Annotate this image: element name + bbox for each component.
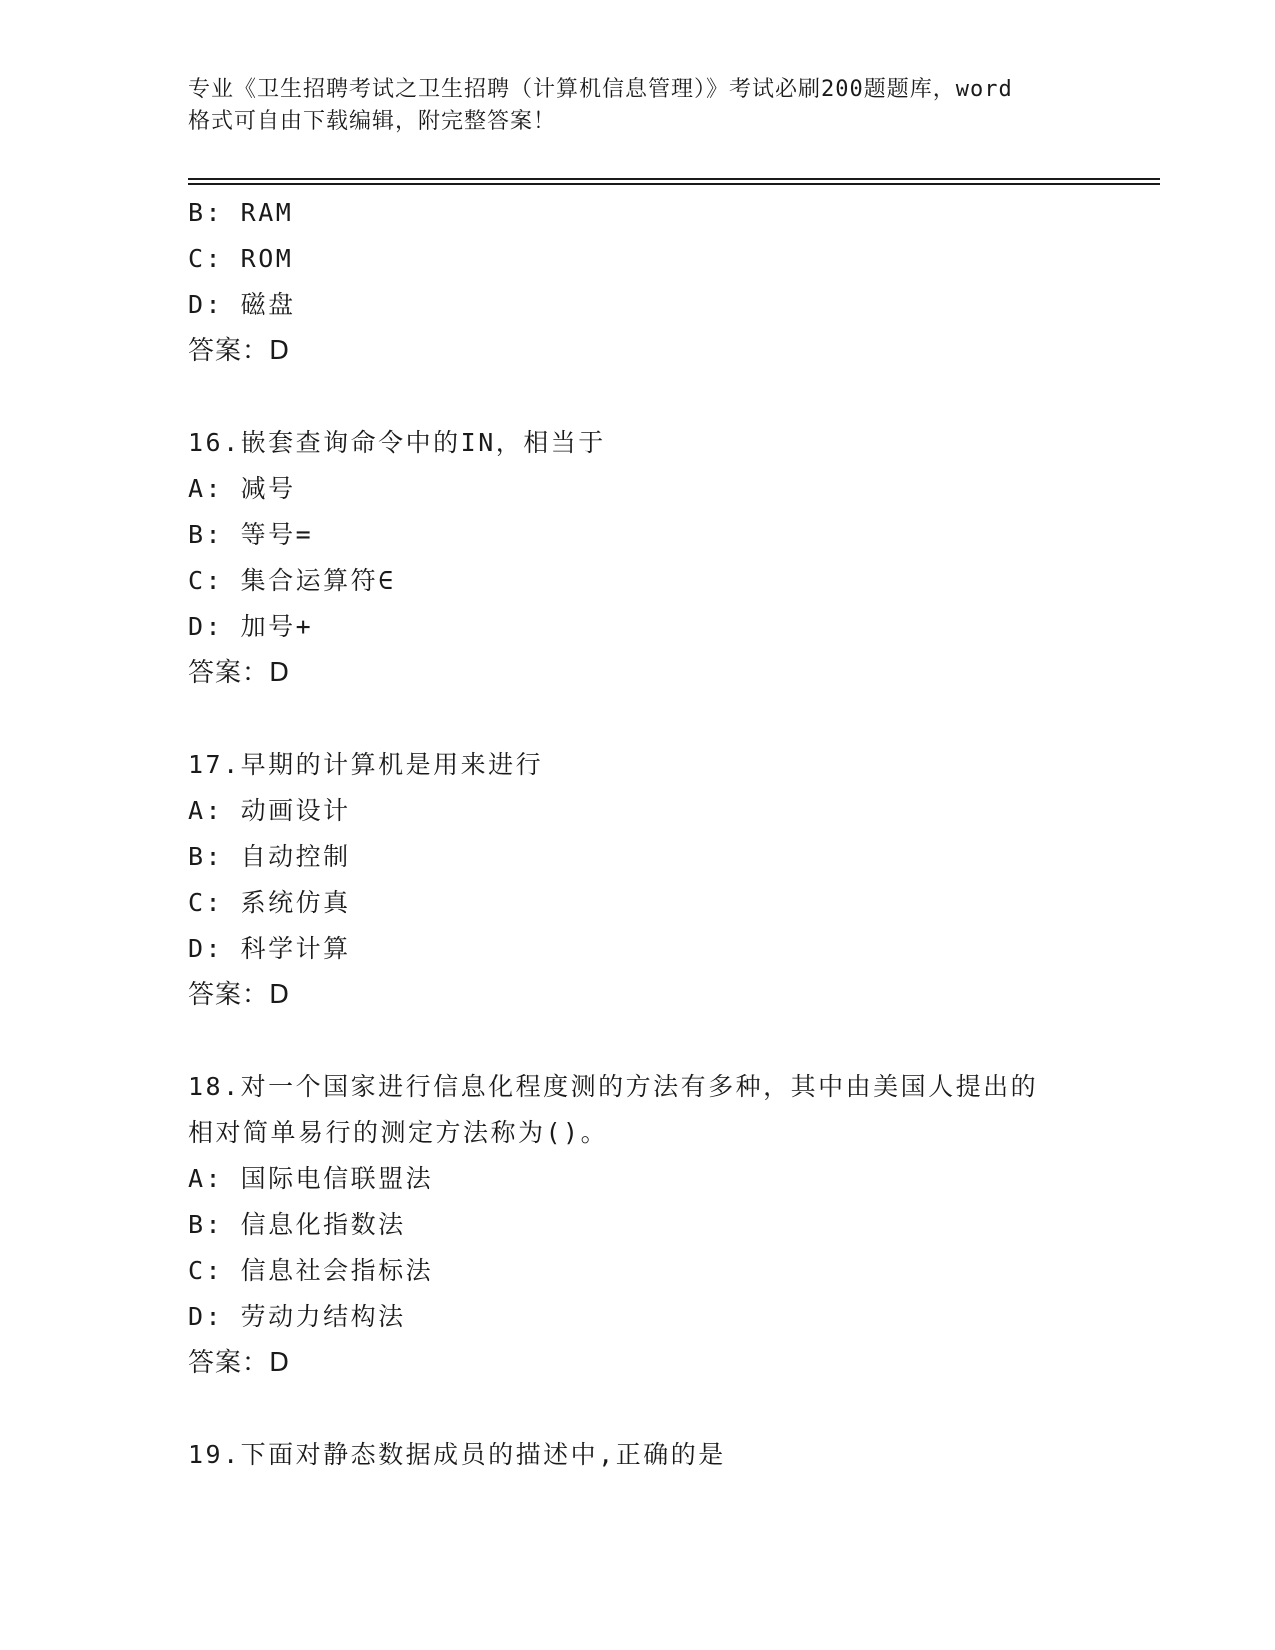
header-rule-bottom [188, 183, 1160, 185]
option-line: A: 减号 [188, 474, 296, 503]
answer-line: 答案：D [188, 336, 291, 366]
question-line: 16.嵌套查询命令中的IN，相当于 [188, 428, 606, 457]
option-line: B: 信息化指数法 [188, 1210, 406, 1239]
answer-line: 答案：D [188, 658, 291, 688]
header-rule-top [188, 178, 1160, 180]
question-block [188, 190, 1088, 374]
option-line: C: ROM [188, 244, 294, 273]
question-line: 18.对一个国家进行信息化程度测的方法有多种，其中由美国人提出的 [188, 1072, 1039, 1101]
question-list [188, 190, 1088, 1478]
answer-line: 答案：D [188, 980, 291, 1010]
header-line-2: 格式可自由下载编辑，附完整答案！ [188, 109, 557, 134]
question-line: 19.下面对静态数据成员的描述中,正确的是 [188, 1440, 726, 1469]
option-line: B: 等号= [188, 520, 314, 549]
option-line: C: 集合运算符∈ [188, 566, 396, 595]
option-line: D: 加号+ [188, 612, 314, 641]
question-block [188, 742, 1088, 1018]
question-block [188, 1432, 1088, 1478]
option-line: D: 磁盘 [188, 290, 296, 319]
option-line: B: RAM [188, 198, 294, 227]
question-block [188, 420, 1088, 696]
question-line: 相对简单易行的测定方法称为()。 [188, 1118, 609, 1147]
option-line: B: 自动控制 [188, 842, 351, 871]
option-line: A: 国际电信联盟法 [188, 1164, 434, 1193]
option-line: D: 科学计算 [188, 934, 351, 963]
question-block [188, 1064, 1088, 1386]
block-spacer [188, 1018, 1088, 1064]
block-spacer [188, 696, 1088, 742]
option-line: C: 信息社会指标法 [188, 1256, 434, 1285]
option-line: A: 动画设计 [188, 796, 351, 825]
option-line: D: 劳动力结构法 [188, 1302, 406, 1331]
option-line: C: 系统仿真 [188, 888, 351, 917]
answer-line: 答案：D [188, 1348, 291, 1378]
document-header [188, 74, 1098, 138]
block-spacer [188, 1386, 1088, 1432]
block-spacer [188, 374, 1088, 420]
header-line-1: 专业《卫生招聘考试之卫生招聘（计算机信息管理）》考试必刷200题题库，word [188, 77, 1013, 102]
question-line: 17.早期的计算机是用来进行 [188, 750, 544, 779]
